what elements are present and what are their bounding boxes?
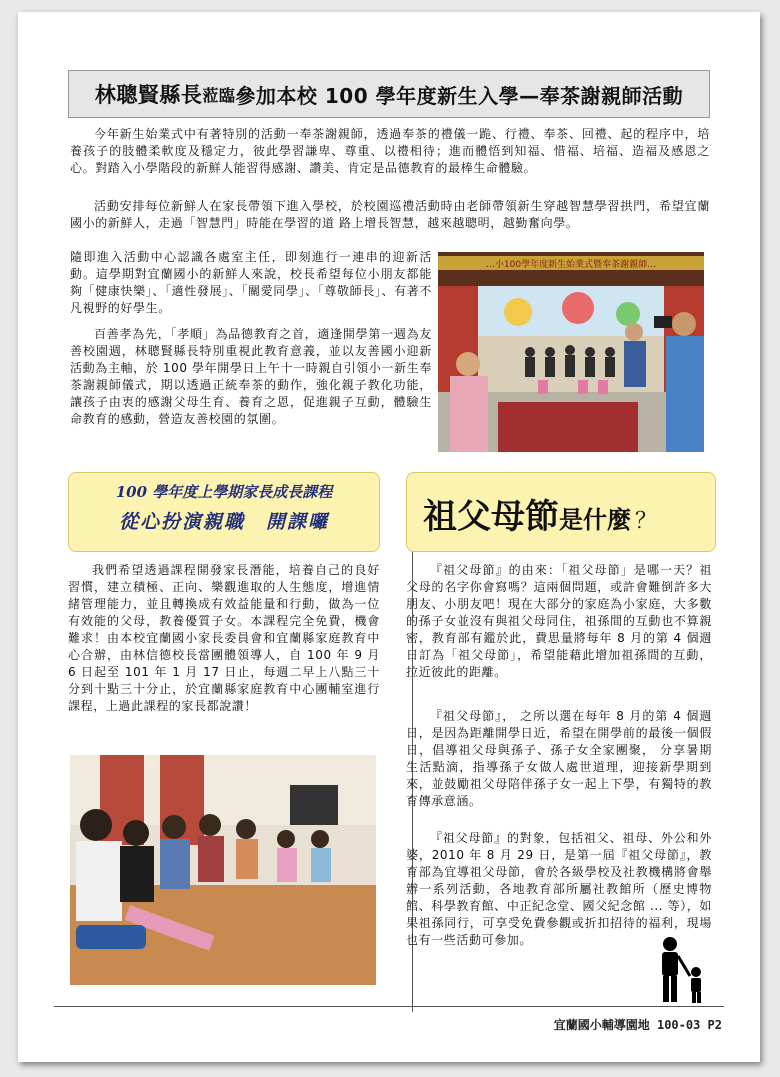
footer-rule: [54, 1006, 724, 1007]
article1-paragraph-3: 百善孝為先，「孝順」為品德教育之首，適逢開學第一週為友善校園週，林聰賢縣長特別重視此教育意義，並以友善國小迎新活動為主軸，於 100 學年開學日上午十一時親自引領小一新生奉茶謝親師儀式，期以透過正統奉茶的動作，強化親子教化功能，讓孩子由衷的感謝父母生育、養育之恩，促進親子互動，體驗生命教育的感動，營造友善校園的氛圍。: [70, 327, 432, 426]
ceremony-photo: [438, 252, 704, 452]
article1-paragraph-1: 今年新生始業式中有著特別的活動一奉茶謝親師，透過奉茶的禮儀一跪、行禮、奉茶、回禮、起的程序中，培養孩子的肢體柔軟度及穩定力，彼此學習謙卑、尊重、以禮相待；進而體悟到知福、惜福、培福、造福及感恩之心。對踏入小學階段的新鮮人能習得感謝、讚美、肯定是品德教育的最棒生命體驗。: [70, 127, 710, 175]
banner-text: …小100學年度新生始業式暨奉茶謝親師…: [485, 260, 657, 270]
grandparents-title-big: 祖父母節: [423, 497, 559, 537]
parent-course-body: 我們希望透過課程開發家長潛能，培養自己的良好習慣，建立積極、正向、樂觀進取的人生態度，增進情緒管理能力，並且轉換成有效益能量和行動，做為一位有效能的父母，教養優質子女。本課程完全免費，機會難求！由本校宜蘭國小家長委員會和宜蘭縣家庭教育中心合辦，由林信德校長當團體領導人，自 100 年 9 月 6 日起至 101 年 1 月 17 日止，每週二早上八點三十分到十點三十分止，於宜蘭縣家庭教育中心團輔室進行課程，上過此課程的家長都說讚！: [68, 563, 380, 713]
grandparents-title-small: 是什麼: [559, 506, 631, 534]
grandparents-header: [406, 472, 716, 552]
parent-course-header: [68, 472, 380, 552]
page-footer: 宜蘭國小輔導園地 100-03 P2: [553, 1018, 722, 1032]
grandparents-paragraph-1: 『祖父母節』的由來：「祖父母節」是哪一天？祖父母的名字你會寫嗎？這兩個問題，或許會難倒許多大朋友、小朋友吧！現在大部分的家庭為小家庭，大多數的孫子女並沒有與祖父母同住，祖孫間的互動也不算親密，教育部有鑑於此，費思量將每年 8 月的第 4 個週日訂為「祖父母節」，希望能藉此增加祖孫間的互動，拉近彼此的距離。: [406, 563, 712, 679]
title-rest: 參加本校 100 學年度新生入學—奉茶謝親師活動: [235, 83, 684, 108]
article1-paragraph-2-bottom: 隨即進入活動中心認識各處室主任，即刻進行一連串的迎新活動。這學期對宜蘭國小的新鮮人來說，校長希望每位小朋友都能夠「健康快樂」、「適性發展」、「關愛同學」、「尊敬師長」、有著不凡視野的好學生。: [70, 250, 432, 315]
grandparents-paragraph-2: 『祖父母節』， 之所以選在每年 8 月的第 4 個週日，是因為距離開學日近，希望在開學前的最後一個假日，倡導祖父母與孫子、孫子女全家團聚， 分享暑期生活點滴，指導孫子女做人處世道理，迎接新學期到來，並鼓勵祖父母陪伴孫子女一起上下學，有獨特的教育傳承意涵。: [406, 709, 712, 808]
grandparent-child-icon: [654, 936, 710, 1004]
grandparents-title-question: ？: [635, 509, 658, 534]
page-title: [68, 70, 710, 118]
grandparents-paragraph-3: 『祖父母節』的對象，包括祖父、祖母、外公和外婆，2010 年 8 月 29 日，是第一屆『祖父母節』，教育部為宜導祖父母節，會於各級學校及社教機構將會舉辦一系列活動，各地教育部所屬社教館所（歷史博物館、科學教育館、中正紀念堂、國父紀念館 ... 等），如果祖孫同行，可享受免費參觀或折扣招待的福利，現場也有一些活動可參加。: [406, 831, 712, 947]
title-prefix: 林聰賢縣長: [94, 83, 203, 107]
article1-paragraph-2-top: 活動安排每位新鮮人在家長帶領下進入學校，於校園巡禮活動時由老師帶領新生穿越智慧學習拱門，希望宜蘭國小的新鮮人，走過「智慧門」時能在學習的道 路上增長智慧，越來越聰明，越勤奮向學。: [70, 199, 710, 230]
parent-course-subtitle-2: 從心扮演親職 開課囉: [118, 511, 329, 533]
title-small: 蒞臨: [202, 85, 236, 105]
parent-course-subtitle-1: 100 學年度上學期家長成長課程: [115, 483, 333, 501]
parent-class-photo: [70, 755, 376, 985]
newsletter-page: [18, 12, 760, 1062]
